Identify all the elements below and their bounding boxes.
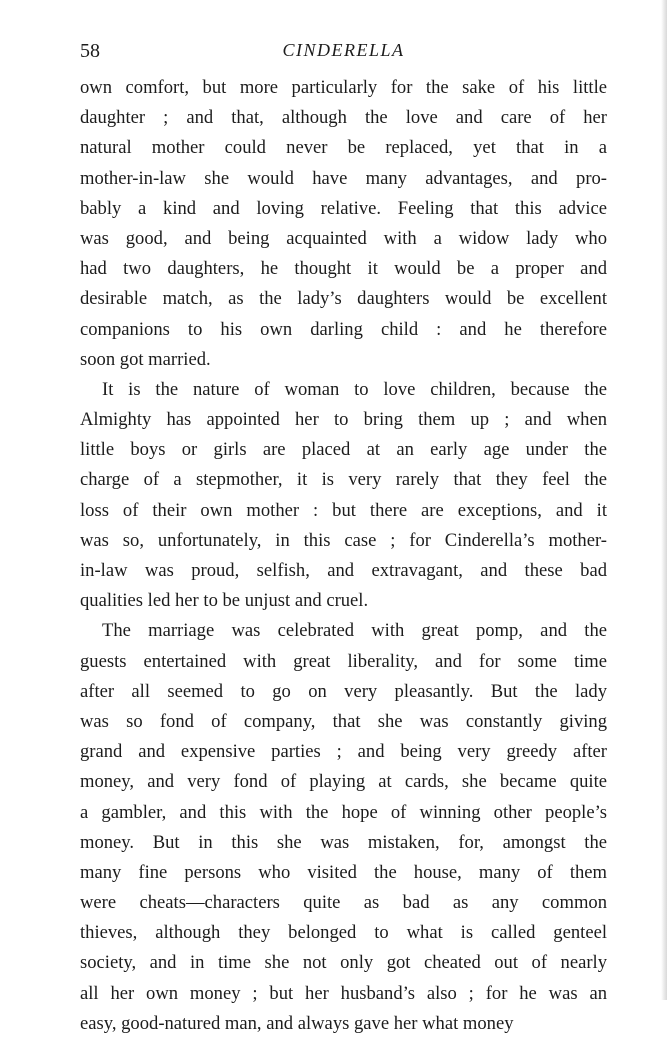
paragraph bbox=[80, 73, 607, 375]
text-line: own comfort, but more particularly for the sake of his little bbox=[80, 77, 607, 98]
text-line: charge of a stepmother, it is very rarely that they feel the bbox=[80, 469, 607, 491]
paragraph bbox=[80, 375, 607, 617]
text-line: It is the nature of woman to love children, because the bbox=[102, 378, 607, 400]
text-line: guests entertained with great liberality, and for some time bbox=[80, 650, 607, 672]
text-line: daughter ; and that, although the love and care of her bbox=[80, 107, 607, 129]
text-line: The marriage was celebrated with great pomp, and the bbox=[102, 620, 607, 642]
page-edge-shadow bbox=[661, 0, 667, 1000]
text-line: companions to his own darling child : and he therefore bbox=[80, 318, 607, 340]
text-line: was so fond of company, that she was constantly giving bbox=[80, 710, 607, 732]
text-line: loss of their own mother : but there are exceptions, and it bbox=[80, 499, 607, 521]
text-line: thieves, although they belonged to what is called genteel bbox=[80, 922, 607, 944]
page-number: 58 bbox=[80, 40, 100, 62]
text-line: natural mother could never be replaced, yet that in a bbox=[80, 137, 607, 159]
text-line: soon got married. bbox=[80, 348, 211, 370]
text-line: bably a kind and loving relative. Feeling that this advice bbox=[80, 197, 607, 219]
text-line: little boys or girls are placed at an early age under the bbox=[80, 439, 607, 461]
text-line: Almighty has appointed her to bring them up ; and when bbox=[80, 409, 607, 431]
text-line: society, and in time she not only got cheated out of nearly bbox=[80, 952, 607, 974]
text-line: was so, unfortunately, in this case ; for Cinderella’s mother- bbox=[80, 529, 607, 551]
text-line: in-law was proud, selfish, and extravagant, and these bad bbox=[80, 560, 607, 581]
text-line: desirable match, as the lady’s daughters would be excellent bbox=[80, 288, 607, 310]
text-line: easy, good-natured man, and always gave her what money bbox=[80, 1012, 514, 1034]
body-text bbox=[80, 73, 607, 1039]
text-line: qualities led her to be unjust and cruel. bbox=[80, 590, 369, 612]
text-line: money, and very fond of playing at cards, she became quite bbox=[80, 771, 607, 793]
text-line: had two daughters, he thought it would be a proper and bbox=[80, 258, 607, 280]
text-line: were cheats—characters quite as bad as any common bbox=[80, 892, 607, 914]
text-line: all her own money ; but her husband’s also ; for he was an bbox=[80, 982, 607, 1004]
text-line: after all seemed to go on very pleasantly. But the lady bbox=[80, 680, 607, 702]
text-line: a gambler, and this with the hope of winning other people’s bbox=[80, 801, 607, 823]
text-line: many fine persons who visited the house, many of them bbox=[80, 861, 607, 883]
text-line: was good, and being acquainted with a widow lady who bbox=[80, 227, 607, 249]
running-title: CINDERELLA bbox=[282, 40, 405, 60]
page-header bbox=[80, 40, 607, 68]
text-line: grand and expensive parties ; and being very greedy after bbox=[80, 741, 607, 763]
text-line: mother-in-law she would have many advantages, and pro- bbox=[80, 167, 607, 189]
text-line: money. But in this she was mistaken, for, amongst the bbox=[80, 831, 607, 853]
paragraph bbox=[80, 616, 607, 1039]
